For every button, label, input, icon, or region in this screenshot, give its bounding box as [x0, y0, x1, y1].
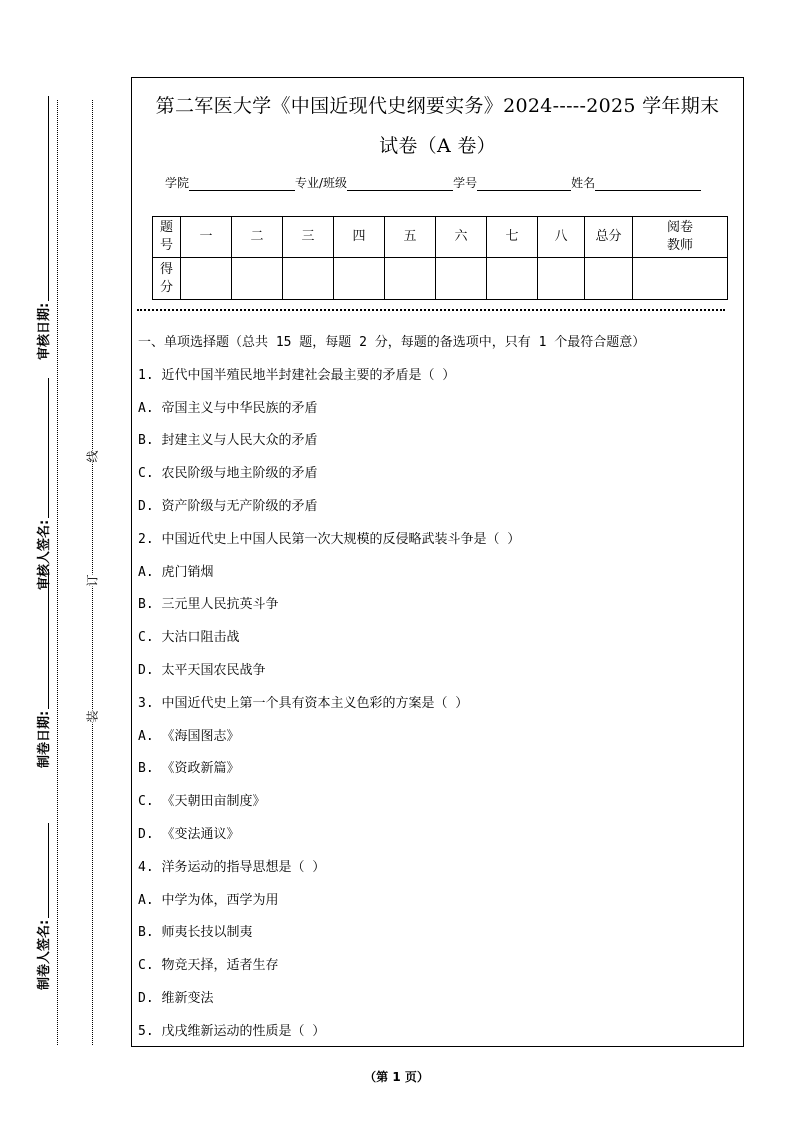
score-table	[152, 216, 728, 300]
score-col-1: 一	[181, 217, 232, 258]
question-list	[138, 333, 739, 1055]
option-2d: D. 太平天国农民战争	[138, 662, 266, 678]
review-date-label: 审核日期:	[33, 96, 52, 360]
reviewer-signature-label: 审核人签名:	[33, 378, 52, 590]
binding-mark-xian: 线	[85, 450, 100, 463]
score-col-4: 四	[334, 217, 385, 258]
option-1b: B. 封建主义与人民大众的矛盾	[138, 433, 318, 449]
score-cell[interactable]	[436, 258, 487, 300]
score-cell[interactable]	[283, 258, 334, 300]
score-cell[interactable]	[538, 258, 585, 300]
exam-title-line1: 第二军医大学《中国近现代史纲要实务》2024-----2025 学年期末	[155, 95, 720, 117]
question-1: 1. 近代中国半殖民地半封建社会最主要的矛盾是（ ）	[138, 367, 456, 383]
option-3a: A. 《海国图志》	[138, 728, 240, 744]
score-cell[interactable]	[633, 258, 728, 300]
preparer-signature-blank[interactable]	[36, 823, 49, 918]
major-class-label: 专业/班级	[295, 176, 348, 190]
question-2: 2. 中国近代史上中国人民第一次大规模的反侵略武装斗争是（ ）	[138, 531, 521, 547]
preparer-signature-label: 制卷人签名:	[33, 823, 52, 990]
option-4d: D. 维新变法	[138, 990, 214, 1006]
score-col-8: 八	[538, 217, 585, 258]
option-3d: D. 《变法通议》	[138, 826, 240, 842]
question-4: 4. 洋务运动的指导思想是（ ）	[138, 859, 326, 875]
score-col-7: 七	[487, 217, 538, 258]
option-4c: C. 物竞天择，适者生存	[138, 958, 279, 974]
prepare-date-label: 制卷日期:	[33, 569, 52, 768]
option-2c: C. 大沽口阻击战	[138, 630, 240, 646]
question-3: 3. 中国近代史上第一个具有资本主义色彩的方案是（ ）	[138, 695, 469, 711]
name-label: 姓名	[571, 176, 596, 190]
review-date-blank[interactable]	[36, 96, 49, 301]
binding-mark-zhuang: 装	[85, 710, 100, 723]
option-3b: B. 《资政新篇》	[138, 761, 240, 777]
score-cell[interactable]	[232, 258, 283, 300]
score-col-6: 六	[436, 217, 487, 258]
option-2a: A. 虎门销烟	[138, 564, 214, 580]
margin-dotted-line-outer	[57, 100, 58, 1045]
score-row-header: 得 分	[153, 258, 181, 300]
reviewer-signature-blank[interactable]	[36, 378, 49, 518]
option-1a: A. 帝国主义与中华民族的矛盾	[138, 400, 318, 416]
score-col-grader: 阅卷 教师	[633, 217, 728, 258]
score-cell[interactable]	[385, 258, 436, 300]
exam-frame	[131, 77, 744, 1047]
score-cell[interactable]	[181, 258, 232, 300]
score-col-3: 三	[283, 217, 334, 258]
student-info-row	[165, 174, 701, 191]
option-3c: C. 《天朝田亩制度》	[138, 794, 266, 810]
question-number-header: 题 号	[153, 217, 181, 258]
margin-dotted-line-inner	[92, 100, 93, 1045]
student-id-blank[interactable]	[477, 178, 571, 191]
option-4a: A. 中学为体，西学为用	[138, 892, 279, 908]
score-col-total: 总分	[585, 217, 633, 258]
option-2b: B. 三元里人民抗英斗争	[138, 597, 279, 613]
score-col-2: 二	[232, 217, 283, 258]
college-label: 学院	[165, 176, 190, 190]
option-1c: C. 农民阶级与地主阶级的矛盾	[138, 466, 318, 482]
section-divider	[137, 309, 725, 311]
score-cell[interactable]	[585, 258, 633, 300]
major-class-blank[interactable]	[347, 178, 453, 191]
option-4b: B. 师夷长技以制夷	[138, 925, 253, 941]
option-1d: D. 资产阶级与无产阶级的矛盾	[138, 498, 318, 514]
prepare-date-blank[interactable]	[36, 569, 49, 709]
score-col-5: 五	[385, 217, 436, 258]
name-blank[interactable]	[595, 178, 701, 191]
section-heading: 一、单项选择题（总共 15 题，每题 2 分，每题的备选项中，只有 1 个最符合题意）	[138, 335, 646, 350]
binding-mark-ding: 订	[85, 574, 100, 587]
page-number: （第 1 页）	[364, 1070, 429, 1084]
college-blank[interactable]	[189, 178, 295, 191]
score-cell[interactable]	[487, 258, 538, 300]
exam-title-line2: 试卷（A 卷）	[379, 135, 496, 157]
question-5: 5. 戊戌维新运动的性质是（ ）	[138, 1023, 326, 1039]
score-cell[interactable]	[334, 258, 385, 300]
student-id-label: 学号	[453, 176, 478, 190]
